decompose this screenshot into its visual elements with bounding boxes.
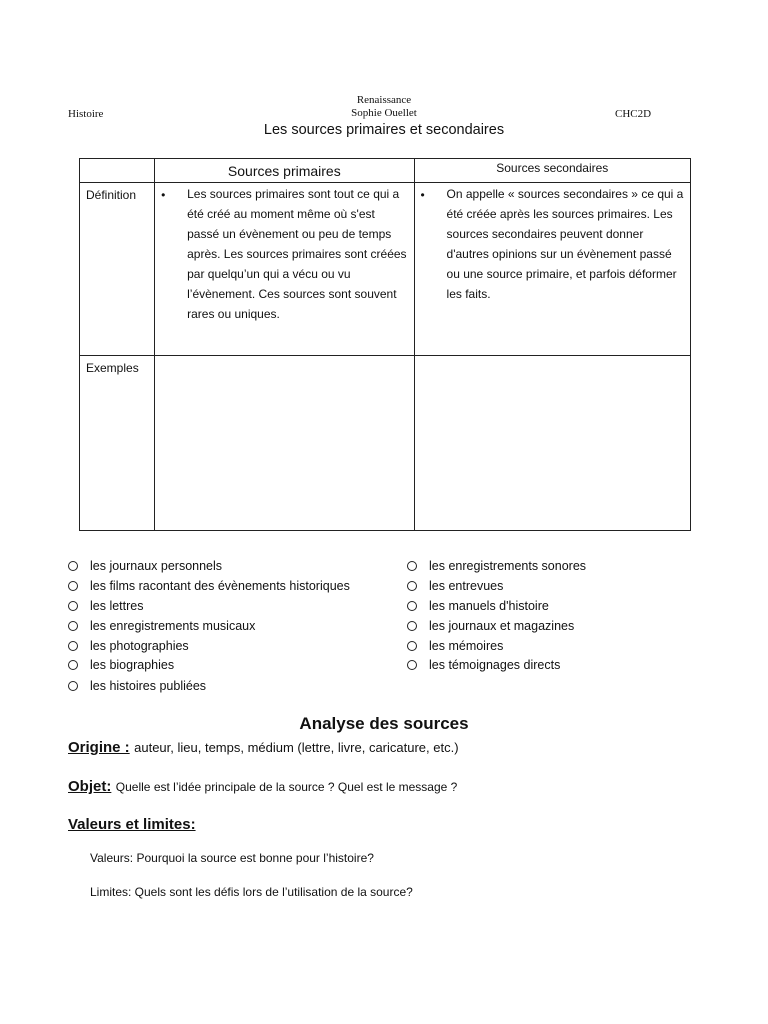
list-item: les photographies [68, 636, 189, 656]
list-item: les journaux personnels [68, 556, 222, 576]
objet-label: Objet: [68, 778, 112, 795]
list-item: les mémoires [407, 636, 503, 656]
subject-label: Histoire [68, 108, 104, 120]
list-item: les manuels d'histoire [407, 596, 549, 616]
document-title: Les sources primaires et secondaires [263, 122, 505, 138]
list-item: les enregistrements sonores [407, 556, 586, 576]
column-header-primary: Sources primaires [155, 159, 414, 183]
origine-label: Origine : [68, 739, 130, 756]
column-header-secondary: Sources secondaires [414, 159, 690, 183]
secondary-definition-text: On appelle « sources secondaires » ce qui a été créée après les sources primaires. Les sources secondaires peuvent donner d'autres opinions sur un évènement passé ou une source primaire, et parfois déformer les faits. [446, 187, 684, 301]
circle-bullet-icon [407, 581, 417, 591]
list-item: les entrevues [407, 576, 503, 596]
list-item: les lettres [68, 596, 144, 616]
limites-question: Limites: Quels sont les défis lors de l’utilisation de la source? [90, 885, 413, 899]
table-row-examples [80, 356, 691, 531]
table-row-definition [80, 183, 691, 356]
primary-definition-text: Les sources primaires sont tout ce qui a été créé au moment même où s'est passé un évènement ou peu de temps après. Les sources primaires sont créées par quelqu’un qui a vécu ou vu l’évènement. Ces sources sont souvent rares ou uniques. [187, 187, 407, 321]
row-label-examples: Exemples [80, 356, 155, 531]
objet-line [68, 778, 457, 796]
primary-definition-cell [155, 183, 414, 356]
circle-bullet-icon [407, 601, 417, 611]
circle-bullet-icon [407, 641, 417, 651]
analysis-title: Analyse des sources [299, 714, 469, 733]
sources-table [79, 158, 691, 531]
circle-bullet-icon [68, 581, 78, 591]
circle-bullet-icon [68, 641, 78, 651]
list-item: les enregistrements musicaux [68, 616, 255, 636]
circle-bullet-icon [68, 621, 78, 631]
row-label-definition: Définition [80, 183, 155, 356]
list-item: les histoires publiées [68, 676, 206, 696]
circle-bullet-icon [407, 621, 417, 631]
circle-bullet-icon [68, 681, 78, 691]
valeurs-heading: Valeurs et limites: [68, 816, 196, 833]
origine-line [68, 739, 459, 757]
table-header-row [80, 159, 691, 183]
secondary-examples-cell[interactable] [414, 356, 690, 531]
secondary-definition-cell [414, 183, 690, 356]
list-item: les journaux et magazines [407, 616, 574, 636]
table-corner-cell [80, 159, 155, 183]
bullet-icon: • [161, 188, 166, 202]
primary-examples-cell[interactable] [155, 356, 414, 531]
course-name: Renaissance [356, 94, 412, 106]
circle-bullet-icon [68, 561, 78, 571]
origine-text: auteur, lieu, temps, médium (lettre, livre, caricature, etc.) [134, 740, 459, 755]
teacher-name: Sophie Ouellet [351, 107, 417, 119]
objet-text: Quelle est l’idée principale de la source ? Quel est le message ? [115, 780, 458, 794]
valeurs-question: Valeurs: Pourquoi la source est bonne pour l’histoire? [90, 851, 374, 865]
list-item: les témoignages directs [407, 655, 560, 675]
list-item: les films racontant des évènements historiques [68, 576, 350, 596]
circle-bullet-icon [68, 660, 78, 670]
circle-bullet-icon [407, 561, 417, 571]
circle-bullet-icon [407, 660, 417, 670]
bullet-icon: • [420, 188, 425, 202]
course-code: CHC2D [615, 108, 652, 120]
list-item: les biographies [68, 655, 174, 675]
circle-bullet-icon [68, 601, 78, 611]
